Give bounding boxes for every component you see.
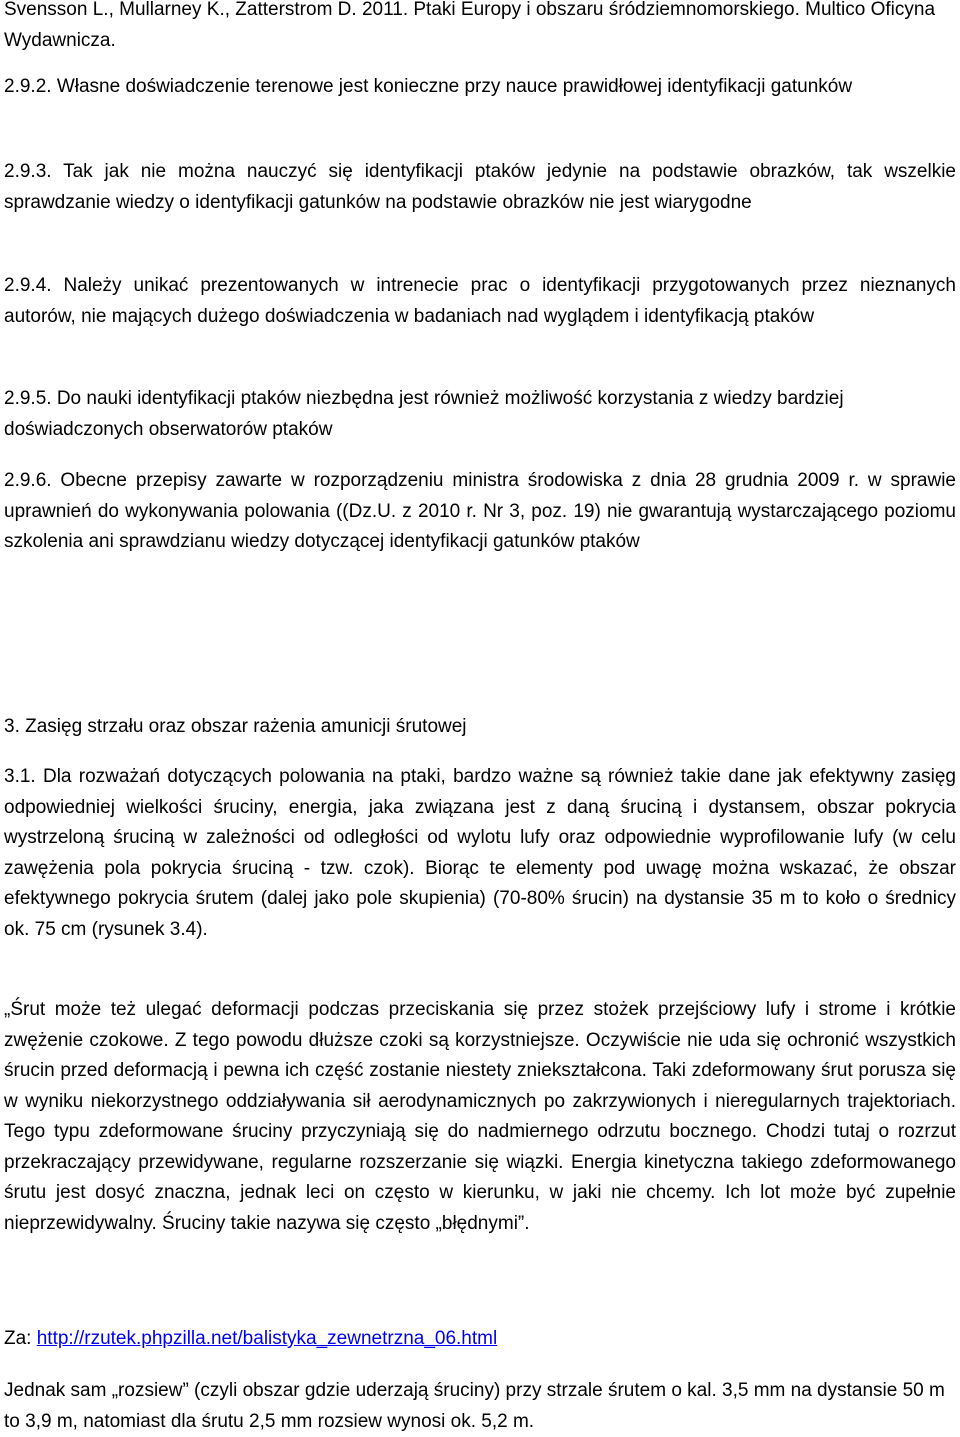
paragraph-3-1: 3.1. Dla rozważań dotyczących polowania na ptaki, bardzo ważne są również takie dane jak efektywny zasięg odpowiedniej wielkości śruciny, energia, jaka związana jest z daną śruciną i dystansem, obszar pokrycia wystrzeloną śruciną w zależności od odległości od wylotu lufy oraz odpowiednie wyprofilowanie lufy (w celu zawężenia pola pokrycia śruciną - tzw. czok). Biorąc te elementy pod uwagę można wskazać, że obszar efektywnego pokrycia śrutem (dalej jako pole skupienia) (70-80% śrucin) na dystansie 35 m to koło o średnicy ok. 75 cm (rysunek 3.4). — [4, 766, 956, 940]
paragraph-2-9-3: 2.9.3. Tak jak nie można nauczyć się identyfikacji ptaków jedynie na podstawie obrazków, tak wszelkie sprawdzanie wiedzy o identyfikacji gatunków na podstawie obrazków nie jest wiarygodne — [4, 161, 956, 213]
final-paragraph: Jednak sam „rozsiew” (czyli obszar gdzie uderzają śruciny) przy strzale śrutem o kal. 3,5 mm na dystansie 50 m to 3,9 m, natomiast dla śrutu 2,5 mm rozsiew wynosi ok. 5,2 m. — [4, 1380, 945, 1432]
section-heading: 3. Zasięg strzału oraz obszar rażenia amunicji śrutowej — [4, 716, 467, 737]
reference-paragraph: Svensson L., Mullarney K., Zatterstrom D. 2011. Ptaki Europy i obszaru śródziemnomorskiego. Multico Oficyna Wydawnicza. — [4, 0, 936, 51]
paragraph-2-9-4: 2.9.4. Należy unikać prezentowanych w intrenecie prac o identyfikacji przygotowanych przez nieznanych autorów, nie mających dużego doświadczenia w badaniach nad wyglądem i identyfikacją ptaków — [4, 275, 956, 327]
source-line — [4, 1324, 956, 1355]
source-label: Za: — [4, 1328, 37, 1349]
source-link[interactable]: http://rzutek.phpzilla.net/balistyka_zewnetrzna_06.html — [36, 1328, 498, 1349]
paragraph-2-9-6: 2.9.6. Obecne przepisy zawarte w rozporządzeniu ministra środowiska z dnia 28 grudnia 2009 r. w sprawie uprawnień do wykonywania polowania ((Dz.U. z 2010 r. Nr 3, poz. 19) nie gwarantują wystarczającego poziomu szkolenia ani sprawdzianu wiedzy dotyczącej identyfikacji gatunków ptaków — [4, 470, 956, 552]
paragraph-2-9-2: 2.9.2. Własne doświadczenie terenowe jest konieczne przy nauce prawidłowej identyfikacji gatunków — [4, 76, 853, 97]
quote-paragraph: „Śrut może też ulegać deformacji podczas przeciskania się przez stożek przejściowy lufy i strome i krótkie zwężenie czokowe. Z tego powodu dłuższe czoki są korzystniejsze. Oczywiście nie uda się ochronić wszystkich śrucin przed deformacją i pewna ich część zostanie niestety zniekształcona. Taki zdeformowany śrut porusza się w wyniku niekorzystnego oddziaływania sił aerodynamicznych po zakrzywionych i nieregularnych trajektoriach. Tego typu zdeformowane śruciny przyczyniają się do nadmiernego odrzutu bocznego. Chodzi tutaj o rozrzut przekraczający przewidywane, regularne rozszerzanie się wiązki. Energia kinetyczna takiego zdeformowanego śrutu jest dosyć znaczna, jednak leci on często w kierunku, w jaki nie chcemy. Ich lot może być zupełnie nieprzewidywalny. Śruciny takie nazywa się często „błędnymi”. — [4, 999, 956, 1234]
paragraph-2-9-5: 2.9.5. Do nauki identyfikacji ptaków niezbędna jest również możliwość korzystania z wiedzy bardziej doświadczonych obserwatorów ptaków — [4, 388, 844, 440]
